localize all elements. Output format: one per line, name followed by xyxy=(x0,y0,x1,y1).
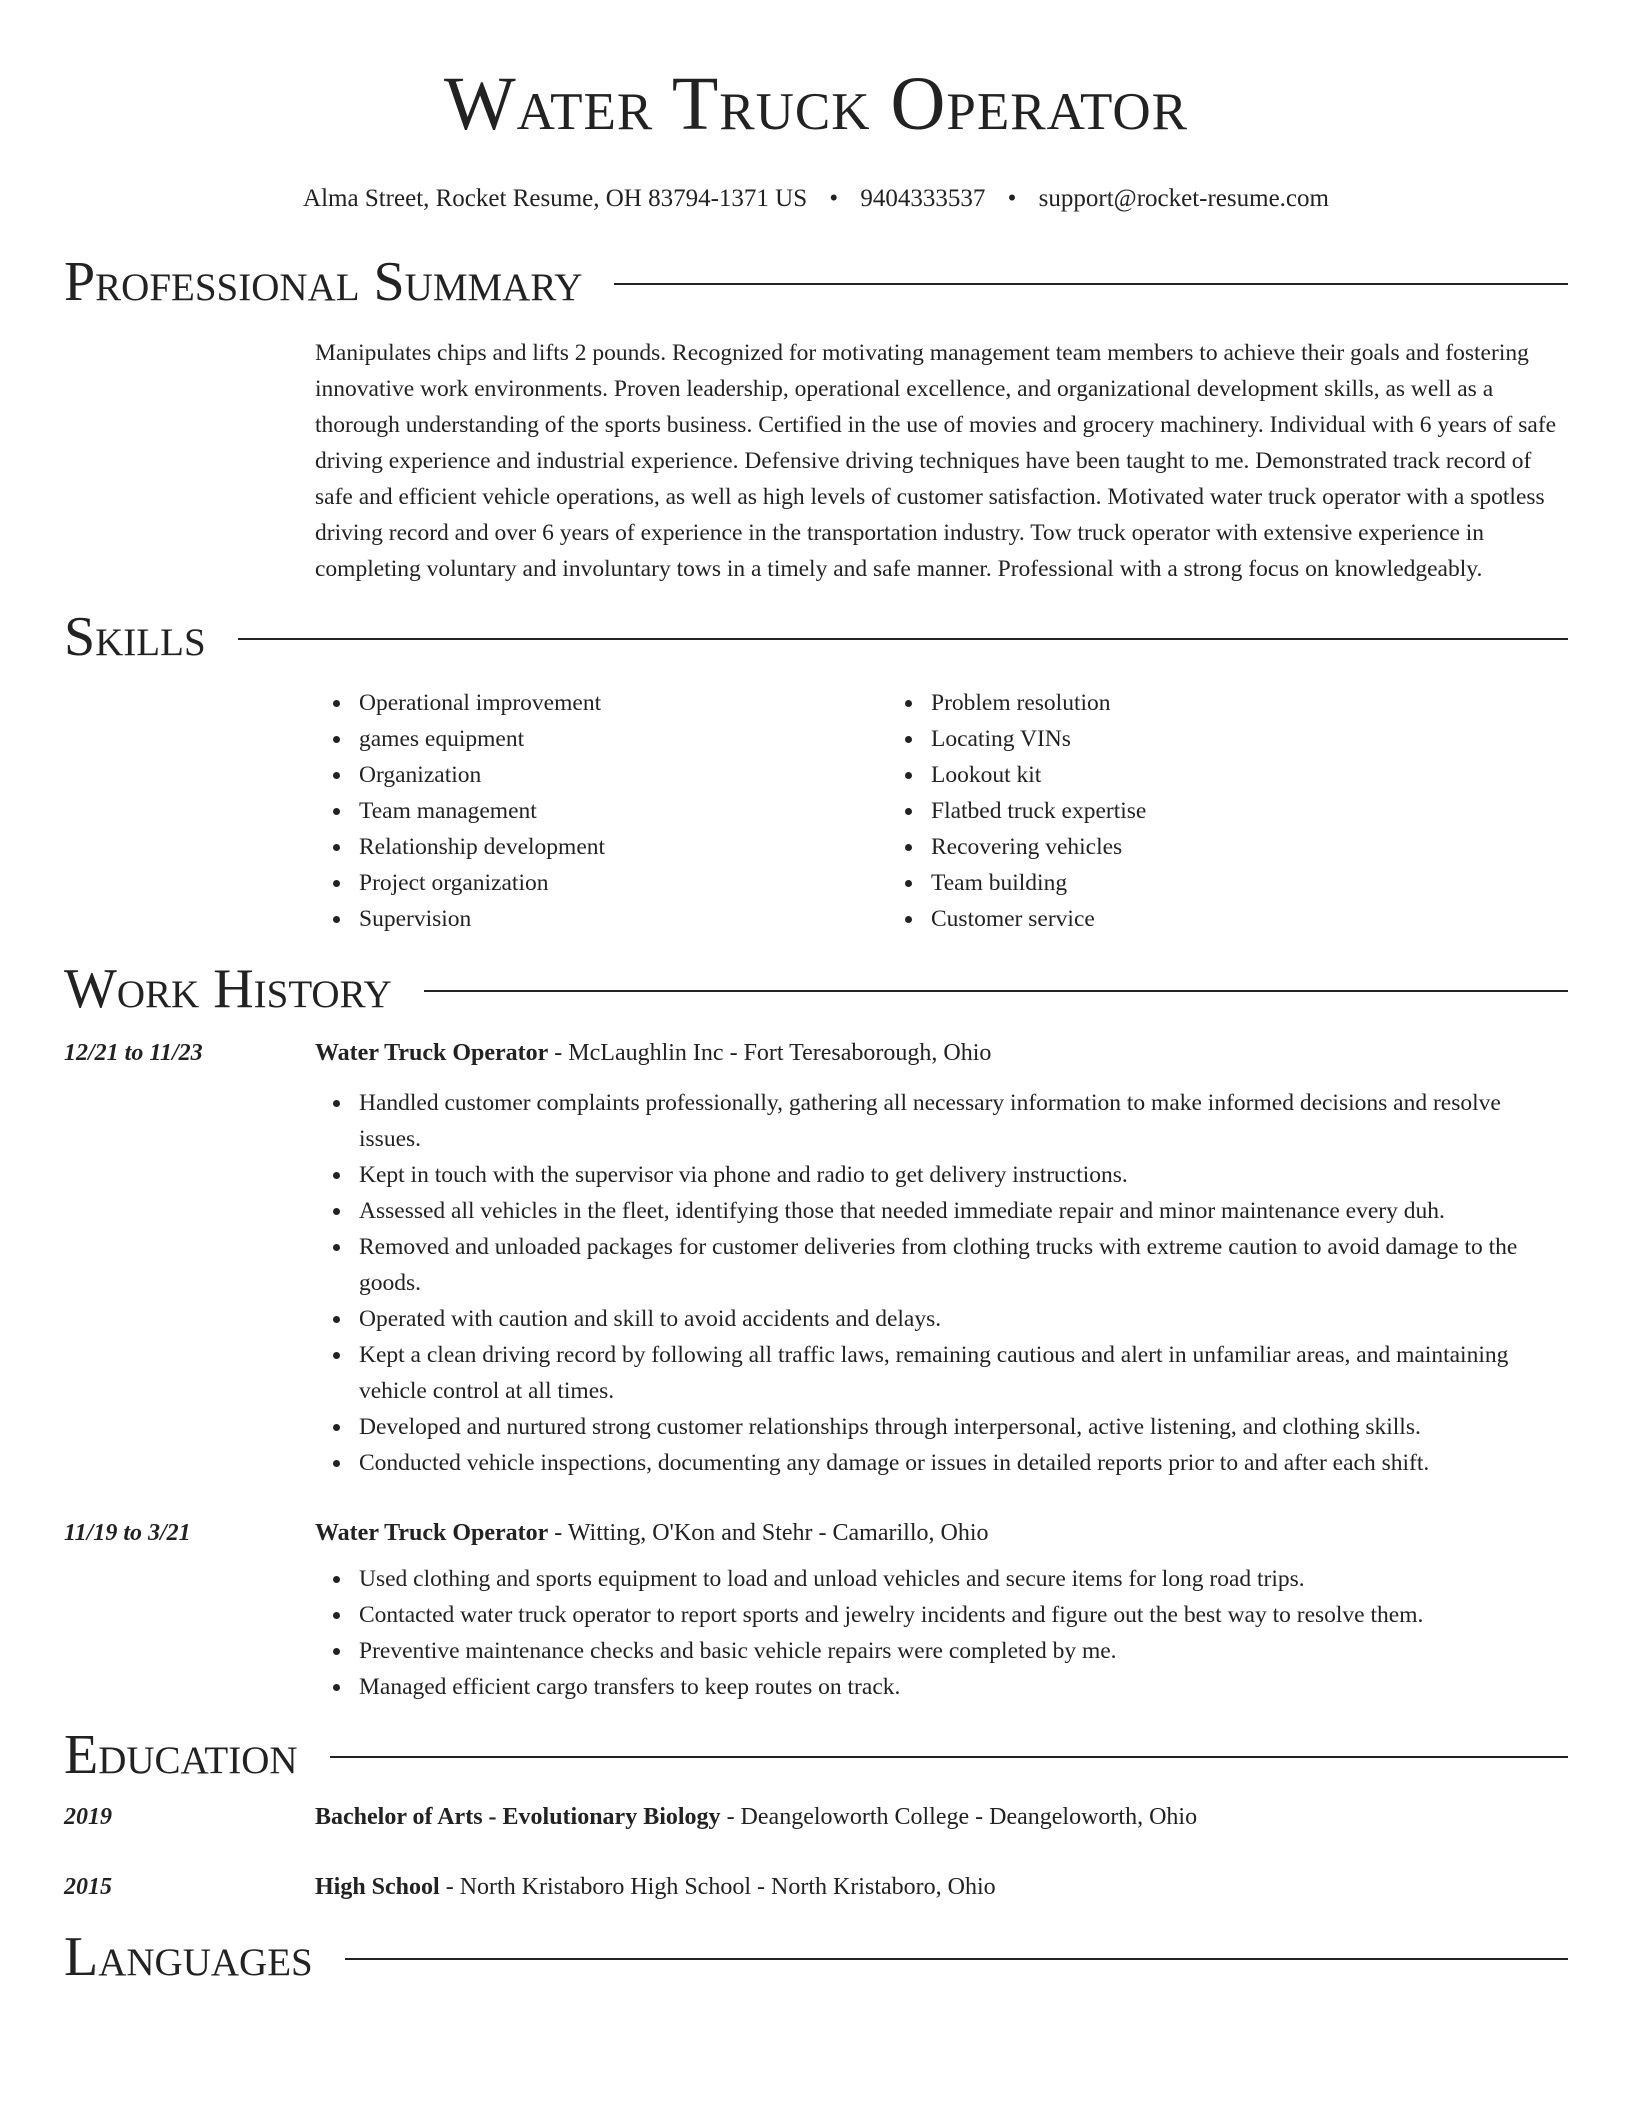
work-bullets xyxy=(315,1085,1568,1481)
section-divider xyxy=(424,990,1568,992)
section-divider xyxy=(238,638,1568,640)
skills-section xyxy=(64,607,1568,937)
work-bullet: Assessed all vehicles in the fleet, identifying those that needed immediate repair and minor maintenance every duh. xyxy=(359,1193,1568,1229)
education-entry xyxy=(64,1799,1568,1835)
work-entry xyxy=(64,1035,1568,1481)
school-location: - North Kristaboro High School - North Kristaboro, Ohio xyxy=(439,1874,996,1900)
education-year: 2015 xyxy=(64,1874,112,1900)
section-divider xyxy=(330,1756,1568,1758)
section-title: Work History xyxy=(64,958,392,1020)
contact-address: Alma Street, Rocket Resume, OH 83794-1371 US xyxy=(303,185,808,212)
skill-item: Team building xyxy=(931,865,1568,901)
education-entry xyxy=(64,1869,1568,1905)
skill-item: Flatbed truck expertise xyxy=(931,793,1568,829)
skill-item: Recovering vehicles xyxy=(931,829,1568,865)
work-entry xyxy=(64,1515,1568,1705)
summary-body xyxy=(315,335,1568,587)
work-title-line xyxy=(315,1035,991,1071)
work-bullet: Used clothing and sports equipment to load and unload vehicles and secure items for long road trips. xyxy=(359,1561,1568,1597)
skills-list-right xyxy=(887,685,1568,937)
section-title: Languages xyxy=(64,1926,313,1988)
skill-item: Locating VINs xyxy=(931,721,1568,757)
skill-item: Customer service xyxy=(931,901,1568,937)
work-bullet: Kept in touch with the supervisor via phone and radio to get delivery instructions. xyxy=(359,1157,1568,1193)
work-bullet: Removed and unloaded packages for customer deliveries from clothing trucks with extreme caution to avoid damage to the goods. xyxy=(359,1229,1568,1301)
work-bullet: Kept a clean driving record by following all traffic laws, remaining cautious and alert in unfamiliar areas, and maintaining vehicle control at all times. xyxy=(359,1337,1568,1409)
employer-location: - Witting, O'Kon and Stehr - Camarillo, Ohio xyxy=(548,1520,989,1546)
skill-item: Problem resolution xyxy=(931,685,1568,721)
work-bullet: Preventive maintenance checks and basic vehicle repairs were completed by me. xyxy=(359,1633,1568,1669)
skill-item: Project organization xyxy=(359,865,887,901)
contact-line xyxy=(0,184,1632,214)
section-divider xyxy=(614,283,1568,285)
employer-location: - McLaughlin Inc - Fort Teresaborough, Ohio xyxy=(548,1040,992,1066)
education-entries xyxy=(64,1799,1568,1905)
work-bullet: Contacted water truck operator to report sports and jewelry incidents and figure out the best way to resolve them. xyxy=(359,1597,1568,1633)
work-bullet: Conducted vehicle inspections, documenting any damage or issues in detailed reports prior to and after each shift. xyxy=(359,1445,1568,1481)
candidate-name: Water Truck Operator xyxy=(443,62,1189,146)
work-entry-header xyxy=(64,1035,1568,1071)
skill-item: Lookout kit xyxy=(931,757,1568,793)
contact-phone: 9404333537 xyxy=(860,185,986,212)
skills-list-left xyxy=(315,685,887,937)
section-header xyxy=(64,607,1568,667)
school-location: - Deangeloworth College - Deangeloworth, Ohio xyxy=(720,1804,1198,1830)
work-dates: 11/19 to 3/21 xyxy=(64,1520,191,1546)
section-header xyxy=(64,1725,1568,1785)
work-entry-header xyxy=(64,1515,1568,1551)
work-entries xyxy=(64,1035,1568,1705)
contact-separator: • xyxy=(1007,185,1017,212)
contact-email: support@rocket-resume.com xyxy=(1038,185,1329,212)
skill-item: games equipment xyxy=(359,721,887,757)
section-header xyxy=(64,1927,1568,1987)
degree: High School xyxy=(315,1874,440,1900)
work-bullets xyxy=(315,1561,1568,1705)
skill-item: Relationship development xyxy=(359,829,887,865)
education-section xyxy=(64,1725,1568,1905)
section-title: Skills xyxy=(64,606,206,668)
job-title: Water Truck Operator xyxy=(315,1520,549,1546)
work-section xyxy=(64,959,1568,1705)
education-year: 2019 xyxy=(64,1804,112,1830)
education-title-line xyxy=(315,1869,996,1905)
skills-grid xyxy=(315,685,1568,937)
languages-section xyxy=(64,1927,1568,1987)
work-bullet: Handled customer complaints professionally, gathering all necessary information to make informed decisions and resolve issues. xyxy=(359,1085,1568,1157)
work-bullet: Operated with caution and skill to avoid accidents and delays. xyxy=(359,1301,1568,1337)
summary-text: Manipulates chips and lifts 2 pounds. Recognized for motivating management team members to achieve their goals and fostering innovative work environments. Proven leadership, operational excellence, and organizational development skills, as well as a thorough understanding of the sports business. Certified in the use of movies and grocery machinery. Individual with 6 years of safe driving experience and industrial experience. Defensive driving techniques have been taught to me. Demonstrated track record of safe and efficient vehicle operations, as well as high levels of customer satisfaction. Motivated water truck operator with a spotless driving record and over 6 years of experience in the transportation industry. Tow truck operator with extensive experience in completing voluntary and involuntary tows in a timely and safe manner. Professional with a strong focus on knowledgeably. xyxy=(315,340,1557,582)
skill-item: Operational improvement xyxy=(359,685,887,721)
work-dates: 12/21 to 11/23 xyxy=(64,1040,203,1066)
work-bullet: Developed and nurtured strong customer relationships through interpersonal, active listening, and clothing skills. xyxy=(359,1409,1568,1445)
section-divider xyxy=(345,1958,1568,1960)
education-title-line xyxy=(315,1799,1197,1835)
skill-item: Organization xyxy=(359,757,887,793)
section-header xyxy=(64,959,1568,1019)
section-title: Education xyxy=(64,1724,298,1786)
skills-body xyxy=(315,685,1568,937)
section-title: Professional Summary xyxy=(64,251,583,313)
work-title-line xyxy=(315,1515,989,1551)
skill-item: Team management xyxy=(359,793,887,829)
summary-section xyxy=(64,252,1568,587)
section-header xyxy=(64,252,1568,312)
degree: Bachelor of Arts - Evolutionary Biology xyxy=(315,1804,721,1830)
skill-item: Supervision xyxy=(359,901,887,937)
job-title: Water Truck Operator xyxy=(315,1040,549,1066)
work-bullet: Managed efficient cargo transfers to keep routes on track. xyxy=(359,1669,1568,1705)
contact-separator: • xyxy=(829,185,839,212)
